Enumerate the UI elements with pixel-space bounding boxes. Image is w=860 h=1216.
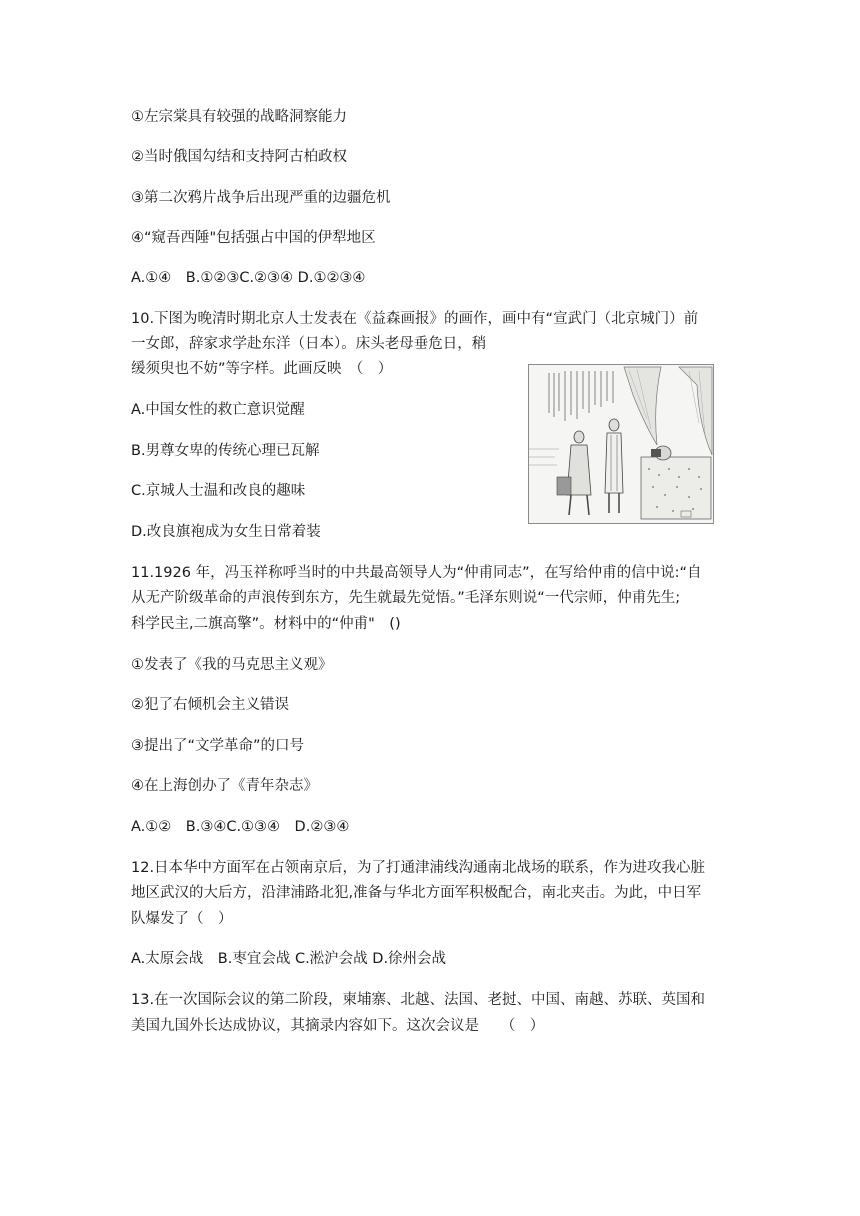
q11-stem-line-3: 科学民主,二旗高擎”。材料中的“仲甫" (): [131, 616, 401, 632]
q11-item-4: ④在上海创办了《青年杂志》: [131, 778, 318, 794]
q10-illustration: [528, 364, 714, 524]
q10-option-a: A.中国女性的救亡意识觉醒: [131, 402, 305, 418]
q12-options: A.太原会战 B.枣宜会战 C.淞沪会战 D.徐州会战: [131, 951, 447, 967]
q12-stem-line-3: 队爆发了（ ）: [131, 911, 233, 927]
q12-stem-line-1: 12.日本华中方面军在占领南京后，为了打通津浦线沟通南北战场的联系，作为进攻我心脏: [131, 860, 706, 876]
q10-stem-line-1: 10.下图为晚清时期北京人士发表在《益森画报》的画作，画中有“宣武门（北京城门）前: [131, 311, 699, 327]
q10-stem-line-3: 缓须臾也不妨”等字样。此画反映 （ ）: [131, 361, 393, 377]
q9-options: A.①④ B.①②③C.②③④ D.①②③④: [131, 270, 366, 286]
q9-item-1: ①左宗棠具有较强的战略洞察能力: [131, 109, 347, 125]
q11-item-2: ②犯了右倾机会主义错误: [131, 697, 289, 713]
q11-options: A.①② B.③④C.①③④ D.②③④: [131, 819, 350, 835]
q10-option-b: B.男尊女卑的传统心理已瓦解: [131, 443, 320, 459]
q9-item-3: ③第二次鸦片战争后出现严重的边疆危机: [131, 190, 391, 206]
q9-item-4: ④“窥吾西陲"包括强占中国的伊犁地区: [131, 230, 376, 246]
q12-stem-line-2: 地区武汉的大后方，沿津浦路北犯,准备与华北方面军积极配合，南北夹击。为此，中日军: [131, 885, 702, 901]
q13-stem-line-2: 美国九国外长达成协议，其摘录内容如下。这次会议是 （ ）: [131, 1018, 545, 1034]
q11-stem-line-1: 11.1926 年，冯玉祥称呼当时的中共最高领导人为“仲甫同志”，在写给仲甫的信中说:“自: [131, 565, 702, 581]
q11-item-1: ①发表了《我的马克思主义观》: [131, 657, 333, 673]
q11-stem-line-2: 从无产阶级革命的声浪传到东方，先生就最先觉悟。”毛泽东则说“一代宗师，仲甫先生;: [131, 590, 681, 606]
q10-option-d: D.改良旗袍成为女生日常着装: [131, 524, 321, 540]
q9-item-2: ②当时俄国勾结和支持阿古柏政权: [131, 149, 347, 165]
q10-stem-line-2: 一女郎，辞家求学赴东洋（日本）。床头老母垂危日，稍: [131, 336, 487, 352]
q13-stem-line-1: 13.在一次国际会议的第二阶段，柬埔寨、北越、法国、老挝、中国、南越、苏联、英国和: [131, 992, 706, 1008]
q10-option-c: C.京城人士温和改良的趣味: [131, 483, 306, 499]
q11-item-3: ③提出了“文学革命”的口号: [131, 738, 305, 754]
